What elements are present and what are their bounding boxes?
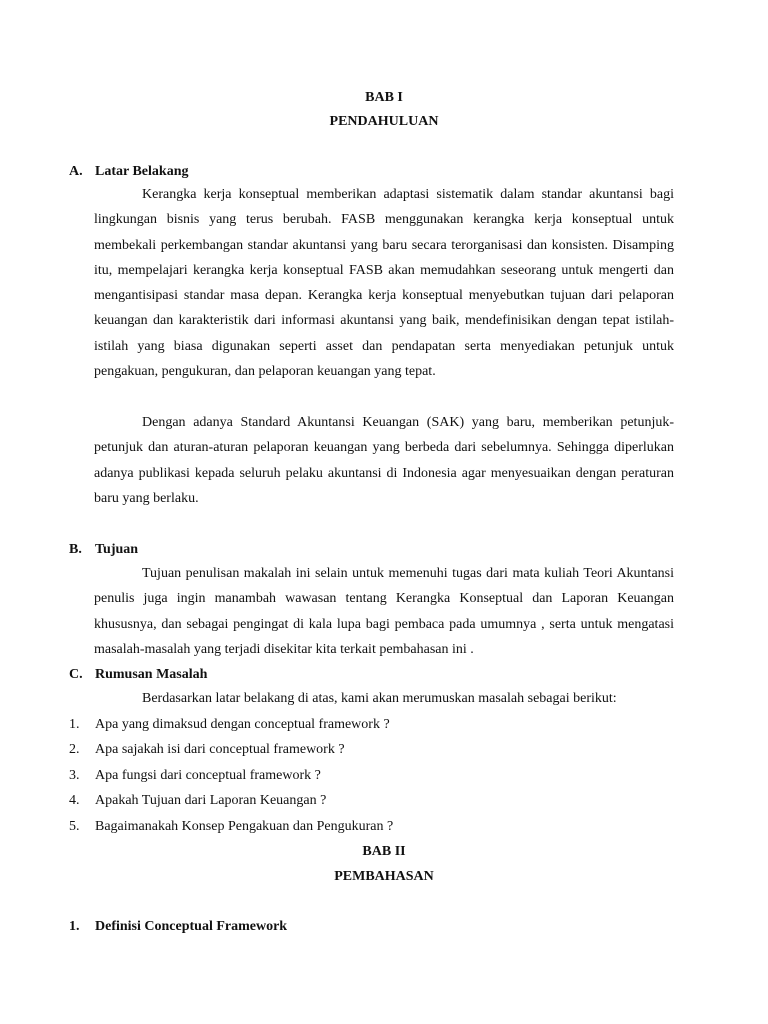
paragraph-rumusan-masalah: Berdasarkan latar belakang di atas, kami akan merumuskan masalah sebagai berikut: bbox=[142, 691, 617, 706]
list-text: Bagaimanakah Konsep Pengakuan dan Pengukuran ? bbox=[95, 819, 394, 834]
list-item bbox=[69, 741, 345, 759]
list-text: Apa sajakah isi dari conceptual framework ? bbox=[95, 742, 345, 757]
paragraph-latar-belakang-2: Dengan adanya Standard Akuntansi Keuangan (SAK) yang baru, memberikan petunjuk-petunjuk dan aturan-aturan pelaporan keuangan yang berbeda dari sebelumnya. Sehingga diperlukan adanya publikasi kepada seluruh pelaku akuntansi di Indonesia agar menyesuaikan dengan peraturan baru yang berlaku. bbox=[94, 415, 674, 506]
section-title: Latar Belakang bbox=[95, 164, 189, 179]
section-heading-definisi bbox=[69, 918, 287, 936]
list-item bbox=[69, 716, 390, 734]
list-item bbox=[69, 792, 326, 810]
section-title: Definisi Conceptual Framework bbox=[95, 919, 288, 934]
section-heading-rumusan-masalah bbox=[69, 666, 207, 684]
list-text: Apa yang dimaksud dengan conceptual framework ? bbox=[95, 717, 390, 732]
paragraph-tujuan: Tujuan penulisan makalah ini selain untuk memenuhi tugas dari mata kuliah Teori Akuntansi penulis juga ingin manambah wawasan tentang Kerangka Konseptual dan Laporan Keuangan khususnya, dan sebagai pengingat di kala lupa bagi pembaca pada umumnya , serta untuk mengatasi masalah-masalah yang terjadi disekitar kita terkait pembahasan ini . bbox=[94, 566, 674, 657]
paragraph-latar-belakang-1: Kerangka kerja konseptual memberikan adaptasi sistematik dalam standar akuntansi bagi lingkungan bisnis yang terus berubah. FASB menggunakan kerangka kerja konseptual untuk membekali perkembangan standar akuntansi yang baru secara terorganisasi dan konsisten. Disamping itu, mempelajari kerangka kerja konseptual FASB akan memudahkan seseorang untuk mengerti dan mengantisipasi standar masa depan. Kerangka kerja konseptual menyebutkan tujuan dari pelaporan keuangan dan karakteristik dari informasi akuntansi yang baik, mendefinisikan dengan tepat istilah-istilah yang biasa digunakan seperti asset dan pendapatan serta menyediakan petunjuk untuk pengakuan, pengukuran, dan pelaporan keuangan yang tepat. bbox=[94, 187, 674, 380]
list-number: 1. bbox=[69, 717, 80, 732]
section-number: A. bbox=[69, 164, 83, 179]
section-title: Rumusan Masalah bbox=[95, 667, 208, 682]
chapter-subtitle: PEMBAHASAN bbox=[334, 869, 434, 884]
chapter-title: BAB I bbox=[365, 90, 403, 105]
list-number: 2. bbox=[69, 742, 80, 757]
list-text: Apakah Tujuan dari Laporan Keuangan ? bbox=[95, 793, 327, 808]
list-number: 3. bbox=[69, 768, 80, 783]
section-number: B. bbox=[69, 542, 82, 557]
list-text: Apa fungsi dari conceptual framework ? bbox=[95, 768, 321, 783]
chapter-subtitle: PENDAHULUAN bbox=[329, 114, 439, 129]
list-number: 5. bbox=[69, 819, 80, 834]
section-heading-tujuan bbox=[69, 541, 138, 559]
section-number: C. bbox=[69, 667, 83, 682]
list-item bbox=[69, 767, 321, 785]
section-title: Tujuan bbox=[95, 542, 139, 557]
chapter-title: BAB II bbox=[362, 844, 406, 859]
section-heading-latar-belakang bbox=[69, 163, 188, 181]
list-number: 4. bbox=[69, 793, 80, 808]
list-item bbox=[69, 818, 393, 836]
section-number: 1. bbox=[69, 919, 80, 934]
